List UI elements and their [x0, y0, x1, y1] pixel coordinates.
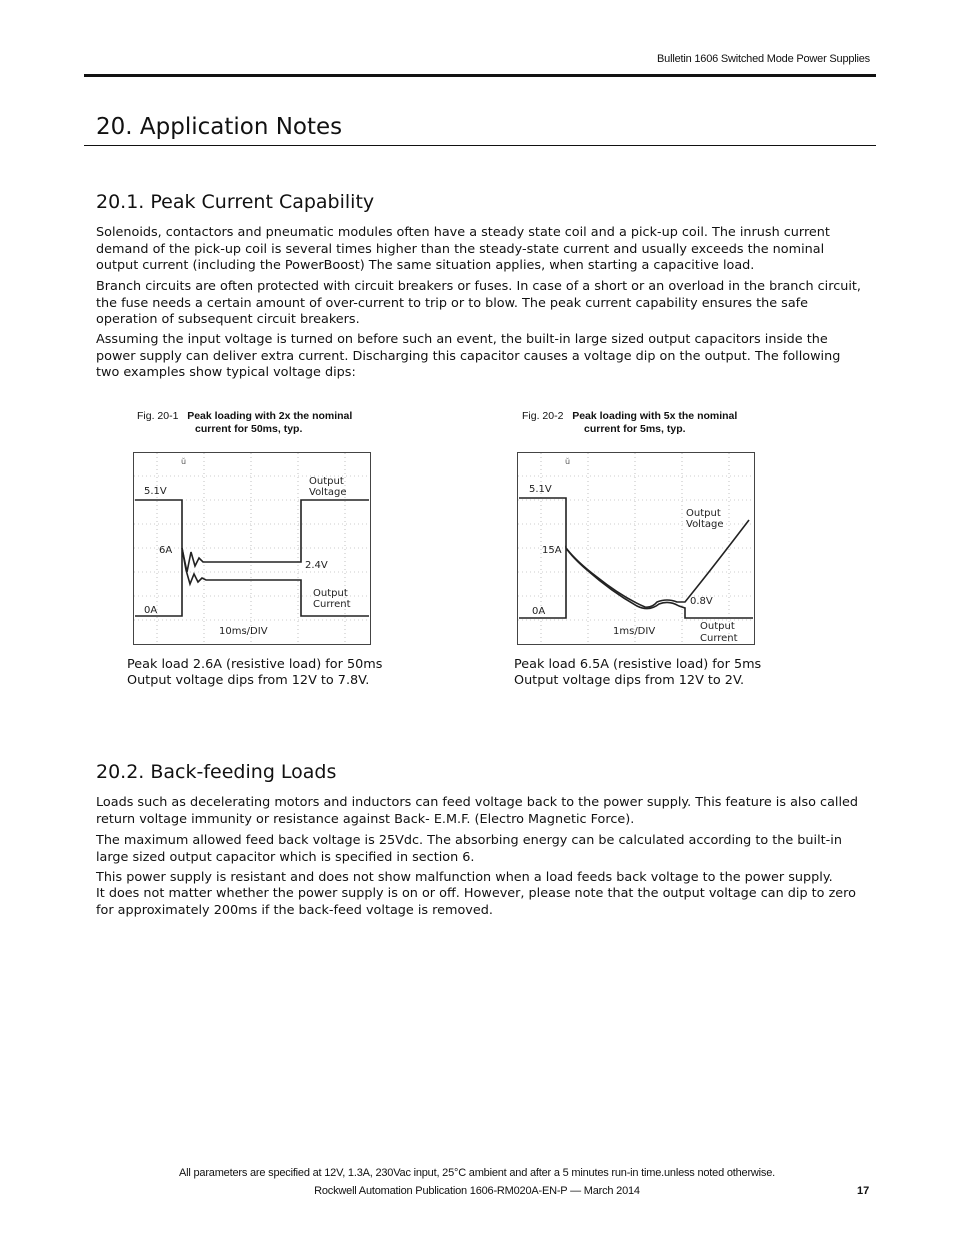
- fig2-current-peak-label: 15A: [542, 545, 562, 556]
- section-rule: [84, 145, 876, 146]
- fig2-output-current-label-1: Output: [700, 621, 735, 632]
- fig2-timebase-label: 1ms/DIV: [613, 626, 656, 637]
- fig2-dip-label: 0.8V: [690, 596, 713, 607]
- paragraph-inrush: Solenoids, contactors and pneumatic modules often have a steady state coil and a pick-up coil. The inrush current demand of the pick-up coil is several times higher than the steady-state current and usually exceeds the nominal output current (including the PowerBoost) The same situation applies, when starting a capacitive load.: [96, 225, 830, 273]
- fig1-output-voltage-label-2: Voltage: [309, 487, 347, 498]
- fig2-output-current-label-2: Current: [700, 633, 738, 644]
- paragraph-branch-circuits: Branch circuits are often protected with circuit breakers or fuses. In case of a short or an overload in the branch circuit, the fuse needs a certain amount of over-current to trip or to blow. The peak current capability ensures the safe operation of subsequent circuit breakers.: [96, 279, 861, 327]
- figure-2-note-1: Peak load 6.5A (resistive load) for 5ms: [514, 657, 762, 672]
- page-number: 17: [857, 1185, 870, 1197]
- figure-2-title-line1: Peak loading with 5x the nominal: [572, 410, 738, 422]
- figure-1-title-line2: current for 50ms, typ.: [195, 423, 303, 435]
- fig1-output-voltage-label-1: Output: [309, 476, 344, 487]
- figure-1-number: Fig. 20-1: [137, 410, 179, 422]
- figure-2-caption: [522, 410, 737, 422]
- footer-conditions: All parameters are specified at 12V, 1.3A, 230Vac input, 25°C ambient and after a 5 minutes run-in time.unless noted otherwise.: [179, 1167, 775, 1179]
- paragraph-feedback-voltage: The maximum allowed feed back voltage is 25Vdc. The absorbing energy can be calculated according to the built-in large sized output capacitor which is specified in section 6.: [96, 833, 842, 865]
- figure-2-oscilloscope-trace: [517, 452, 755, 645]
- svg-text:ŭ: ŭ: [565, 457, 571, 466]
- subsection-title-back-feeding: 20.2. Back-feeding Loads: [96, 761, 337, 783]
- fig2-output-voltage-label-2: Voltage: [686, 519, 724, 530]
- figure-1-oscilloscope-trace: [133, 452, 371, 645]
- paragraph-resistance-2: It does not matter whether the power supply is on or off. However, please note that the output voltage can dip to zero for approximately 200ms if the back-feed voltage is removed.: [96, 886, 856, 918]
- paragraph-capacitors: Assuming the input voltage is turned on before such an event, the built-in large sized output capacitors inside the power supply can deliver extra current. Discharging this capacitor causes a voltage dip on the output. The following two examples show typical voltage dips:: [96, 332, 841, 380]
- figure-1-note-1: Peak load 2.6A (resistive load) for 50ms: [127, 657, 383, 672]
- fig1-zero-label: 0A: [144, 605, 158, 616]
- figure-1-caption: [137, 410, 352, 422]
- running-header: Bulletin 1606 Switched Mode Power Supplies: [657, 53, 870, 65]
- fig2-voltage-level-label: 5.1V: [529, 484, 552, 495]
- fig1-timebase-label: 10ms/DIV: [219, 626, 268, 637]
- svg-text:ŭ: ŭ: [181, 457, 187, 466]
- figure-2-number: Fig. 20-2: [522, 410, 564, 422]
- figure-2-title-line2: current for 5ms, typ.: [584, 423, 686, 435]
- footer-publication: Rockwell Automation Publication 1606-RM020A-EN-P — March 2014: [314, 1185, 640, 1197]
- fig1-dip-label: 2.4V: [305, 560, 328, 571]
- paragraph-resistance-1: This power supply is resistant and does not show malfunction when a load feeds back voltage to the power supply.: [96, 870, 833, 885]
- subsection-title-peak-current: 20.1. Peak Current Capability: [96, 191, 375, 213]
- section-title: 20. Application Notes: [96, 114, 343, 140]
- fig1-current-peak-label: 6A: [159, 545, 173, 556]
- figure-2-note-2: Output voltage dips from 12V to 2V.: [514, 673, 745, 688]
- paragraph-back-emf: Loads such as decelerating motors and inductors can feed voltage back to the power supply. This feature is also called return voltage immunity or resistance against Back- E.M.F. (Electro Magnetic Force).: [96, 795, 859, 827]
- fig1-voltage-level-label: 5.1V: [144, 486, 167, 497]
- fig2-output-voltage-label-1: Output: [686, 508, 721, 519]
- fig1-output-current-label-1: Output: [313, 588, 348, 599]
- fig2-zero-label: 0A: [532, 606, 546, 617]
- figure-1-note-2: Output voltage dips from 12V to 7.8V.: [127, 673, 370, 688]
- header-rule: [84, 74, 876, 77]
- figure-1-title-line1: Peak loading with 2x the nominal: [187, 410, 353, 422]
- fig1-output-current-label-2: Current: [313, 599, 351, 610]
